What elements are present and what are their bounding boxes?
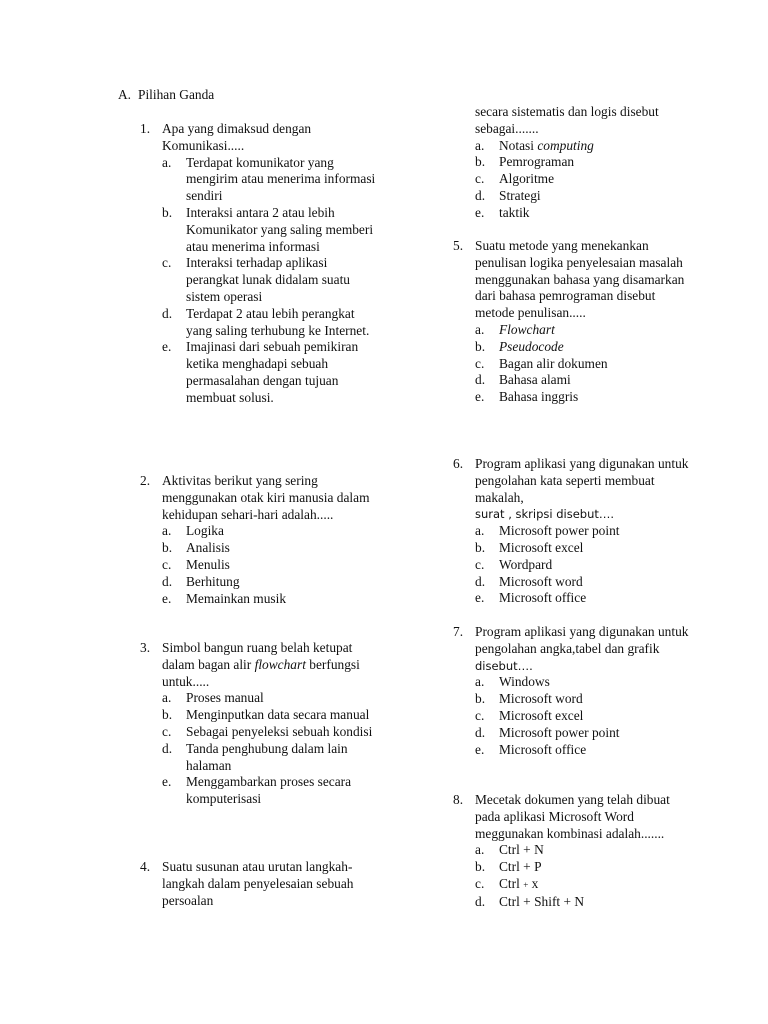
option-c: c. Wordpard <box>475 556 553 572</box>
option-d: d. Microsoft word <box>475 573 583 589</box>
question-8 <box>453 792 698 911</box>
question-text: secara sistematis dan logis disebut sebagai....... <box>475 104 659 136</box>
option-b: b. Analisis <box>162 540 230 556</box>
question-1 <box>140 121 380 407</box>
question-text: Suatu susunan atau urutan langkah-langkah dalam penyelesaian sebuah persoalan <box>162 859 354 908</box>
option-c: c. Bagan alir dokumen <box>475 355 608 371</box>
question-4 <box>140 859 380 909</box>
question-number: 6. <box>453 456 464 471</box>
option-b: b. Interaksi antara 2 atau lebih Komunikator yang saling memberi atau menerima informasi <box>162 204 374 254</box>
option-c: c. Ctrl + x <box>475 875 539 891</box>
section-title <box>118 87 214 104</box>
flowchart-term: flowchart <box>254 656 306 672</box>
option-b: b. Pseudocode <box>475 338 564 354</box>
question-number: 7. <box>453 624 464 639</box>
option-b: b. Microsoft word <box>475 691 583 707</box>
section-title-text: Pilihan Ganda <box>138 87 215 102</box>
option-e: e. Memainkan musik <box>162 590 287 606</box>
option-list <box>140 155 380 407</box>
option-list <box>140 690 380 808</box>
option-d: d. Bahasa alami <box>475 372 571 388</box>
question-text: Suatu metode yang menekankan penulisan logika penyelesaian masalah menggunakan bahasa yang disamarkan dari bahasa pemrograman disebut metode penulisan..... <box>475 238 685 321</box>
question-3 <box>140 640 380 808</box>
option-list <box>453 674 698 758</box>
option-a: a. Microsoft power point <box>475 523 620 539</box>
option-d: d. Microsoft power point <box>475 724 620 740</box>
question-text: Aktivitas berikut yang sering menggunakan otak kiri manusia dalam kehidupan sehari-hari adalah..... <box>162 473 370 522</box>
question-number: 4. <box>140 859 151 874</box>
option-a: a. Ctrl + N <box>475 842 544 858</box>
option-e: e. Menggambarkan proses secara komputerisasi <box>162 774 352 807</box>
question-text: Simbol bangun ruang belah ketupat dalam bagan alir flowchart berfungsi untuk..... <box>162 640 360 689</box>
option-list <box>453 842 698 910</box>
question-number: 3. <box>140 640 151 655</box>
option-a: a. Proses manual <box>162 690 264 706</box>
option-list <box>453 138 698 222</box>
option-d: d. Berhitung <box>162 573 240 589</box>
question-4-continued <box>453 104 698 222</box>
option-a: a. Logika <box>162 523 224 539</box>
section-marker: A. <box>118 87 132 102</box>
option-b: b. Microsoft excel <box>475 539 584 555</box>
option-d: d. Strategi <box>475 187 541 203</box>
option-a: a. Notasi computing <box>475 137 594 153</box>
option-d: d. Tanda penghubung dalam lain halaman <box>162 740 348 773</box>
option-a: a. Terdapat komunikator yang mengirim atau menerima informasi sendiri <box>162 154 376 204</box>
question-6 <box>453 456 698 607</box>
question-number: 1. <box>140 121 151 136</box>
option-b: b. Menginputkan data secara manual <box>162 707 370 723</box>
option-e: e. Microsoft office <box>475 590 587 606</box>
option-c: c. Algoritme <box>475 171 555 187</box>
question-5 <box>453 238 698 406</box>
option-e: e. Bahasa inggris <box>475 389 579 405</box>
option-e: e. taktik <box>475 204 530 220</box>
option-list <box>453 523 698 607</box>
question-text: Program aplikasi yang digunakan untuk pengolahan kata seperti membuat makalah, surat , skripsi disebut…. <box>475 456 689 522</box>
option-list <box>140 523 380 607</box>
option-c: c. Microsoft excel <box>475 707 584 723</box>
option-e: e. Imajinasi dari sebuah pemikiran ketika menghadapi sebuah permasalahan dengan tujuan membuat solusi. <box>162 339 359 405</box>
question-text: Apa yang dimaksud dengan Komunikasi..... <box>162 121 312 153</box>
question-text: Program aplikasi yang digunakan untuk pengolahan angka,tabel dan grafik disebut…. <box>475 624 689 673</box>
question-text: Mecetak dokumen yang telah dibuat pada aplikasi Microsoft Word meggunakan kombinasi adalah....... <box>475 792 670 841</box>
question-number: 8. <box>453 792 464 807</box>
option-d: d. Ctrl + Shift + N <box>475 893 585 909</box>
option-a: a. Flowchart <box>475 321 555 337</box>
option-d: d. Terdapat 2 atau lebih perangkat yang saling terhubung ke Internet. <box>162 305 370 338</box>
option-b: b. Pemrograman <box>475 154 575 170</box>
option-c: c. Menulis <box>162 556 230 572</box>
question-2 <box>140 473 380 607</box>
option-e: e. Microsoft office <box>475 741 587 757</box>
question-number: 5. <box>453 238 464 253</box>
option-a: a. Windows <box>475 674 550 690</box>
question-7 <box>453 624 698 758</box>
option-c: c. Interaksi terhadap aplikasi perangkat lunak didalam suatu sistem operasi <box>162 255 350 304</box>
option-c: c. Sebagai penyeleksi sebuah kondisi <box>162 723 373 739</box>
question-number: 2. <box>140 473 151 488</box>
option-list <box>453 322 698 406</box>
option-b: b. Ctrl + P <box>475 859 542 875</box>
